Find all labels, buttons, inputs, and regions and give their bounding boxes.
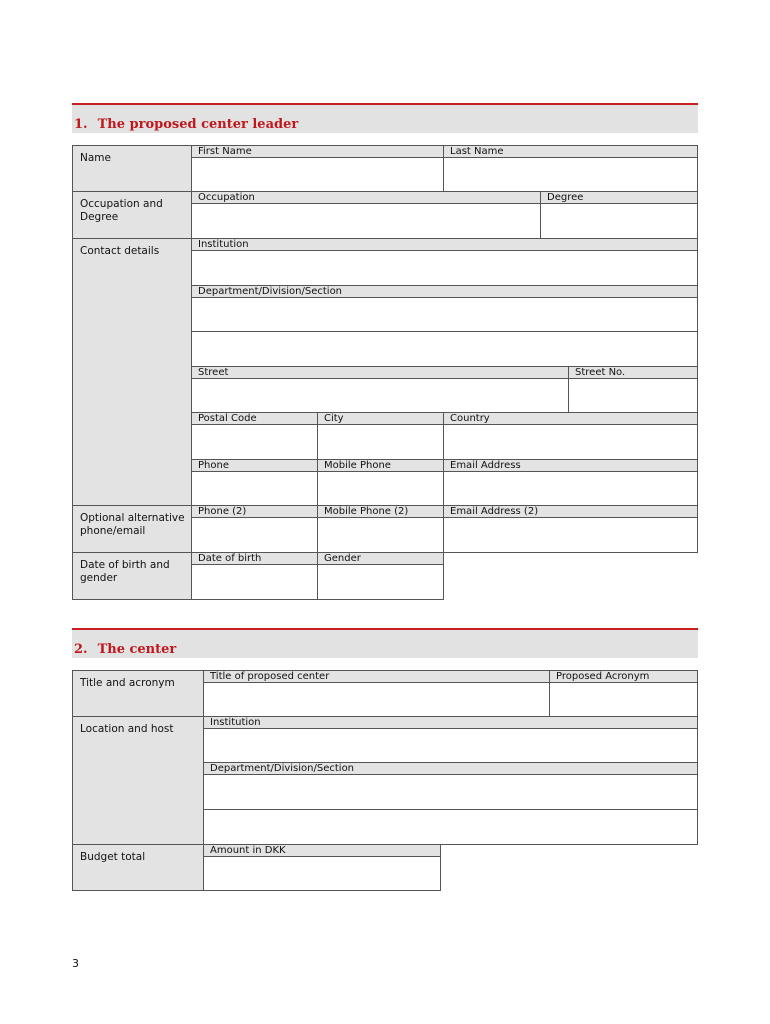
acronym-header: Proposed Acronym — [549, 670, 698, 683]
email2-header: Email Address (2) — [443, 505, 698, 518]
host-department-field[interactable] — [203, 774, 698, 810]
department-header: Department/Division/Section — [191, 285, 698, 298]
city-field[interactable] — [317, 424, 444, 460]
degree-field[interactable] — [540, 203, 698, 239]
section-2-header — [72, 628, 698, 658]
department-field[interactable] — [191, 297, 698, 332]
last-name-field[interactable] — [443, 157, 698, 192]
street-no-field[interactable] — [568, 378, 698, 413]
page-number: 3 — [72, 957, 79, 970]
mobile-phone2-header: Mobile Phone (2) — [317, 505, 444, 518]
label-title-acronym: Title and acronym — [72, 670, 204, 717]
institution-field[interactable] — [191, 250, 698, 286]
host-department-field-2[interactable] — [203, 809, 698, 845]
phone2-field[interactable] — [191, 517, 318, 553]
acronym-field[interactable] — [549, 682, 698, 717]
host-institution-field[interactable] — [203, 728, 698, 763]
section-2-title-text: The center — [97, 642, 177, 657]
section-1-title-text: The proposed center leader — [97, 117, 299, 132]
country-field[interactable] — [443, 424, 698, 460]
mobile-phone-header: Mobile Phone — [317, 459, 444, 472]
label-location-host: Location and host — [72, 716, 204, 845]
amount-header: Amount in DKK — [203, 844, 441, 857]
last-name-header: Last Name — [443, 145, 698, 158]
section-2-number: 2. — [74, 642, 88, 657]
email-header: Email Address — [443, 459, 698, 472]
label-contact-details: Contact details — [72, 238, 192, 506]
street-field[interactable] — [191, 378, 569, 413]
section-2-title — [74, 642, 176, 657]
section-1-title — [74, 117, 298, 132]
occupation-field[interactable] — [191, 203, 541, 239]
label-name: Name — [72, 145, 192, 192]
label-optional-alt: Optional alternative phone/email — [72, 505, 192, 553]
label-budget-total: Budget total — [72, 844, 204, 891]
center-title-field[interactable] — [203, 682, 550, 717]
amount-field[interactable] — [203, 856, 441, 891]
dob-field[interactable] — [191, 564, 318, 600]
dob-header: Date of birth — [191, 552, 318, 565]
street-no-header: Street No. — [568, 366, 698, 379]
phone-header: Phone — [191, 459, 318, 472]
label-occupation-degree: Occupation and Degree — [72, 191, 192, 239]
first-name-field[interactable] — [191, 157, 444, 192]
phone-field[interactable] — [191, 471, 318, 506]
section-1-number: 1. — [74, 117, 88, 132]
mobile-phone2-field[interactable] — [317, 517, 444, 553]
email2-field[interactable] — [443, 517, 698, 553]
first-name-header: First Name — [191, 145, 444, 158]
mobile-phone-field[interactable] — [317, 471, 444, 506]
city-header: City — [317, 412, 444, 425]
gender-header: Gender — [317, 552, 444, 565]
degree-header: Degree — [540, 191, 698, 204]
institution-header: Institution — [191, 238, 698, 251]
department-field-2[interactable] — [191, 331, 698, 367]
email-field[interactable] — [443, 471, 698, 506]
label-dob-gender: Date of birth and gender — [72, 552, 192, 600]
occupation-header: Occupation — [191, 191, 541, 204]
phone2-header: Phone (2) — [191, 505, 318, 518]
center-title-header: Title of proposed center — [203, 670, 550, 683]
postal-code-field[interactable] — [191, 424, 318, 460]
gender-field[interactable] — [317, 564, 444, 600]
country-header: Country — [443, 412, 698, 425]
host-institution-header: Institution — [203, 716, 698, 729]
street-header: Street — [191, 366, 569, 379]
postal-code-header: Postal Code — [191, 412, 318, 425]
section-1-header — [72, 103, 698, 133]
host-department-header: Department/Division/Section — [203, 762, 698, 775]
